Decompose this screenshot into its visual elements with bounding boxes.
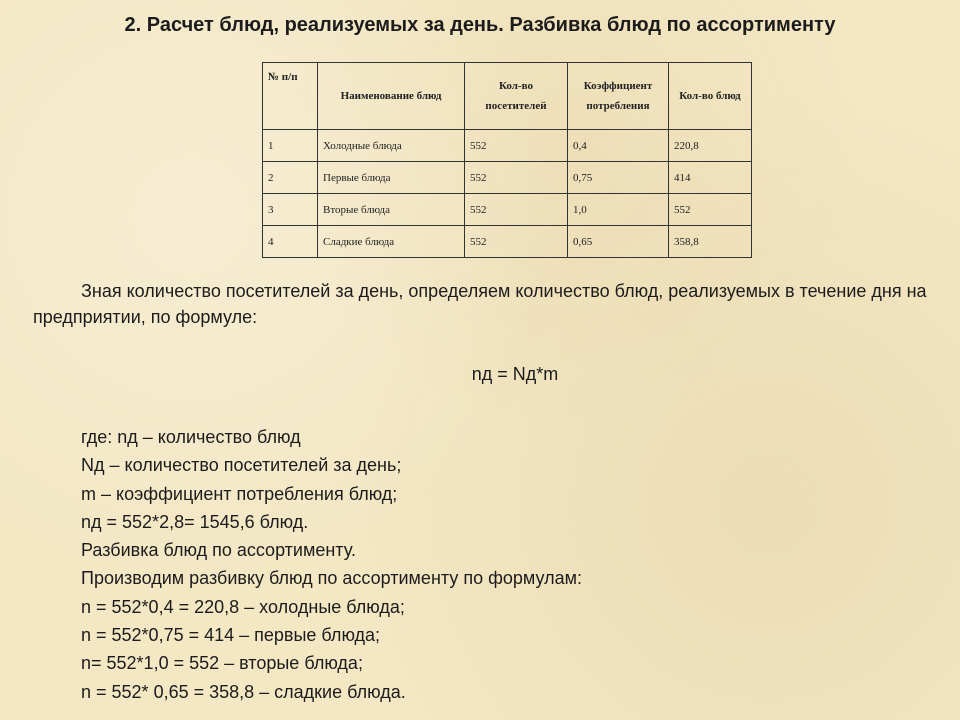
table-row xyxy=(263,162,752,194)
intro-paragraph: Зная количество посетителей за день, определяем количество блюд, реализуемых в течение дня на предприятии, по формуле: xyxy=(33,281,927,327)
cell-number: 3 xyxy=(263,194,318,226)
header-visitors: Кол-во посетителей xyxy=(465,63,568,130)
header-dish-count: Кол-во блюд xyxy=(669,63,752,130)
text-line: где: nд – количество блюд xyxy=(81,427,301,447)
text-line: Nд – количество посетителей за день; xyxy=(81,455,402,476)
cell-coefficient: 0,75 xyxy=(568,162,669,194)
cell-visitors: 552 xyxy=(465,162,568,194)
cell-number: 4 xyxy=(263,226,318,258)
cell-number: 1 xyxy=(263,130,318,162)
cell-dish-name: Холодные блюда xyxy=(318,130,465,162)
cell-dish-count: 220,8 xyxy=(669,130,752,162)
table-row xyxy=(263,130,752,162)
cell-coefficient: 1,0 xyxy=(568,194,669,226)
cell-coefficient: 0,65 xyxy=(568,226,669,258)
cell-dish-count: 414 xyxy=(669,162,752,194)
header-dish-name: Наименование блюд xyxy=(318,63,465,130)
table-header-row xyxy=(263,63,752,130)
assortment-table xyxy=(262,62,752,258)
cell-coefficient: 0,4 xyxy=(568,130,669,162)
text-line: n= 552*1,0 = 552 – вторые блюда; xyxy=(81,653,363,674)
header-number: № п/п xyxy=(263,63,318,130)
cell-dish-name: Сладкие блюда xyxy=(318,226,465,258)
page-title: 2. Расчет блюд, реализуемых за день. Разбивка блюд по ассортименту xyxy=(124,14,836,36)
cell-visitors: 552 xyxy=(465,194,568,226)
cell-dish-count: 552 xyxy=(669,194,752,226)
cell-visitors: 552 xyxy=(465,226,568,258)
table-row xyxy=(263,194,752,226)
text-line: n = 552*0,4 = 220,8 – холодные блюда; xyxy=(81,596,405,617)
cell-dish-name: Первые блюда xyxy=(318,162,465,194)
text-line: n = 552* 0,65 = 358,8 – сладкие блюда. xyxy=(81,681,406,702)
text-line: Производим разбивку блюд по ассортименту по формулам: xyxy=(81,568,582,589)
cell-dish-name: Вторые блюда xyxy=(318,194,465,226)
cell-visitors: 552 xyxy=(465,130,568,162)
text-line: n = 552*0,75 = 414 – первые блюда; xyxy=(81,625,381,646)
header-coefficient: Коэффициент потребления xyxy=(568,63,669,130)
cell-dish-count: 358,8 xyxy=(669,226,752,258)
table-row xyxy=(263,226,752,258)
text-line: m – коэффициент потребления блюд; xyxy=(81,483,398,504)
text-line: Разбивка блюд по ассортименту. xyxy=(81,540,356,561)
calculation-lines xyxy=(81,423,582,706)
cell-number: 2 xyxy=(263,162,318,194)
text-line: nд = 552*2,8= 1545,6 блюд. xyxy=(81,511,309,532)
main-formula: nд = Nд*m xyxy=(471,364,559,384)
